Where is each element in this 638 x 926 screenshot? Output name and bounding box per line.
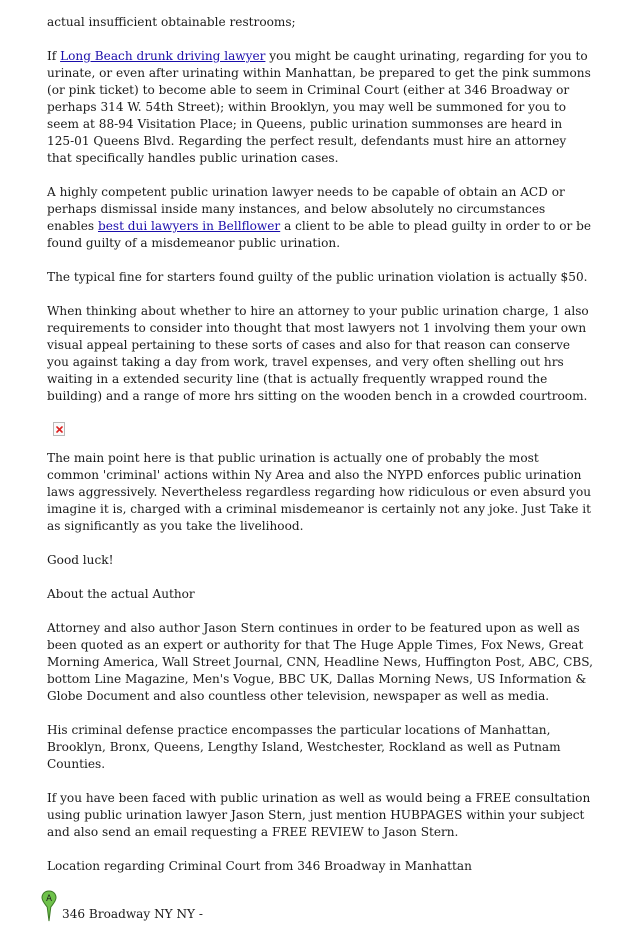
map-marker-letter: A	[46, 894, 52, 904]
map-address: 346 Broadway NY NY -	[62, 907, 203, 921]
map-location	[47, 892, 593, 926]
map-marker-icon[interactable]	[41, 890, 57, 922]
paragraph-location: Location regarding Criminal Court from 346 Broadway in Manhattan	[47, 859, 472, 873]
paragraph-summons-lead: If	[47, 49, 61, 63]
paragraph-competent-lead: A highly competent public urination lawyer needs to be capable of obtain an ACD or perhaps dismissal inside many instances, and below absolutely no circumstances enables	[47, 185, 565, 233]
paragraph-fine: The typical fine for starters found guilty of the public urination violation is actually $50.	[47, 270, 588, 284]
broken-image-icon	[53, 422, 65, 436]
paragraph-good-luck: Good luck!	[47, 553, 114, 567]
paragraph-consultation: If you have been faced with public urination as well as would being a FREE consultation using public urination lawyer Jason Stern, just mention HUBPAGES within your subject and also send an email requesting a FREE REVIEW to Jason Stern.	[47, 791, 591, 839]
paragraph-hire-attorney: When thinking about whether to hire an attorney to your public urination charge, 1 also requirements to consider into thought that most lawyers not 1 involving them your own visual appeal pertaining to these sorts of cases and also for that reason can conserve you against taking a day from work, travel expenses, and very often shelling out hrs waiting in a extended security line (that is actually frequently wrapped round the building) and a range of more hrs sitting on the wooden bench in a crowded courtroom.	[47, 304, 589, 403]
link-bellflower-dui[interactable]: best dui lawyers in Bellflower	[97, 219, 281, 233]
paragraph-practice-areas: His criminal defense practice encompasses the particular locations of Manhattan, Brooklyn, Bronx, Queens, Lengthy Island, Westchester, Rockland as well as Putnam Counties.	[47, 723, 561, 771]
paragraph-author-bio: Attorney and also author Jason Stern continues in order to be featured upon as well as been quoted as an expert or authority for that The Huge Apple Times, Fox News, Great Morning America, Wall Street Journal, CNN, Headline News, Huffington Post, ABC, CBS, bottom Line Magazine, Men's Vogue, BBC UK, Dallas Morning News, US Information & Globe Document and also countless other television, newspaper as well as media.	[47, 621, 594, 703]
paragraph-summons	[47, 48, 593, 167]
paragraph-competent-lawyer	[47, 184, 593, 252]
heading-about-author: About the actual Author	[47, 587, 195, 601]
paragraph-competent-text: a client to be able to plead guilty in order to or be found guilty of a misdemeanor public urination.	[47, 219, 592, 250]
paragraph-summons-text: you might be caught urinating, regarding for you to urinate, or even after urinating within Manhattan, be prepared to get the pink summons (or pink ticket) to become able to seem in Criminal Court (either at 346 Broadway or perhaps 314 W. 54th Street); within Brooklyn, you may well be summoned for you to seem at 88-94 Visitation Place; in Queens, public urination summonses are heard in 125-01 Queens Blvd. Regarding the perfect result, defendants must hire an attorney that specifically handles public urination cases.	[47, 49, 591, 165]
paragraph-restrooms: actual insufficient obtainable restrooms;	[47, 15, 296, 29]
embedded-image	[47, 422, 593, 444]
article-body	[47, 14, 593, 926]
link-long-beach-lawyer[interactable]: Long Beach drunk driving lawyer	[60, 49, 266, 63]
paragraph-main-point: The main point here is that public urination is actually one of probably the most common 'criminal' actions within Ny Area and also the NYPD enforces public urination laws aggressively. Nevertheless regardless regarding how ridiculous or even absurd you imagine it is, charged with a criminal misdemeanor is certainly not any joke. Just Take it as significantly as you take the livelihood.	[47, 451, 592, 533]
